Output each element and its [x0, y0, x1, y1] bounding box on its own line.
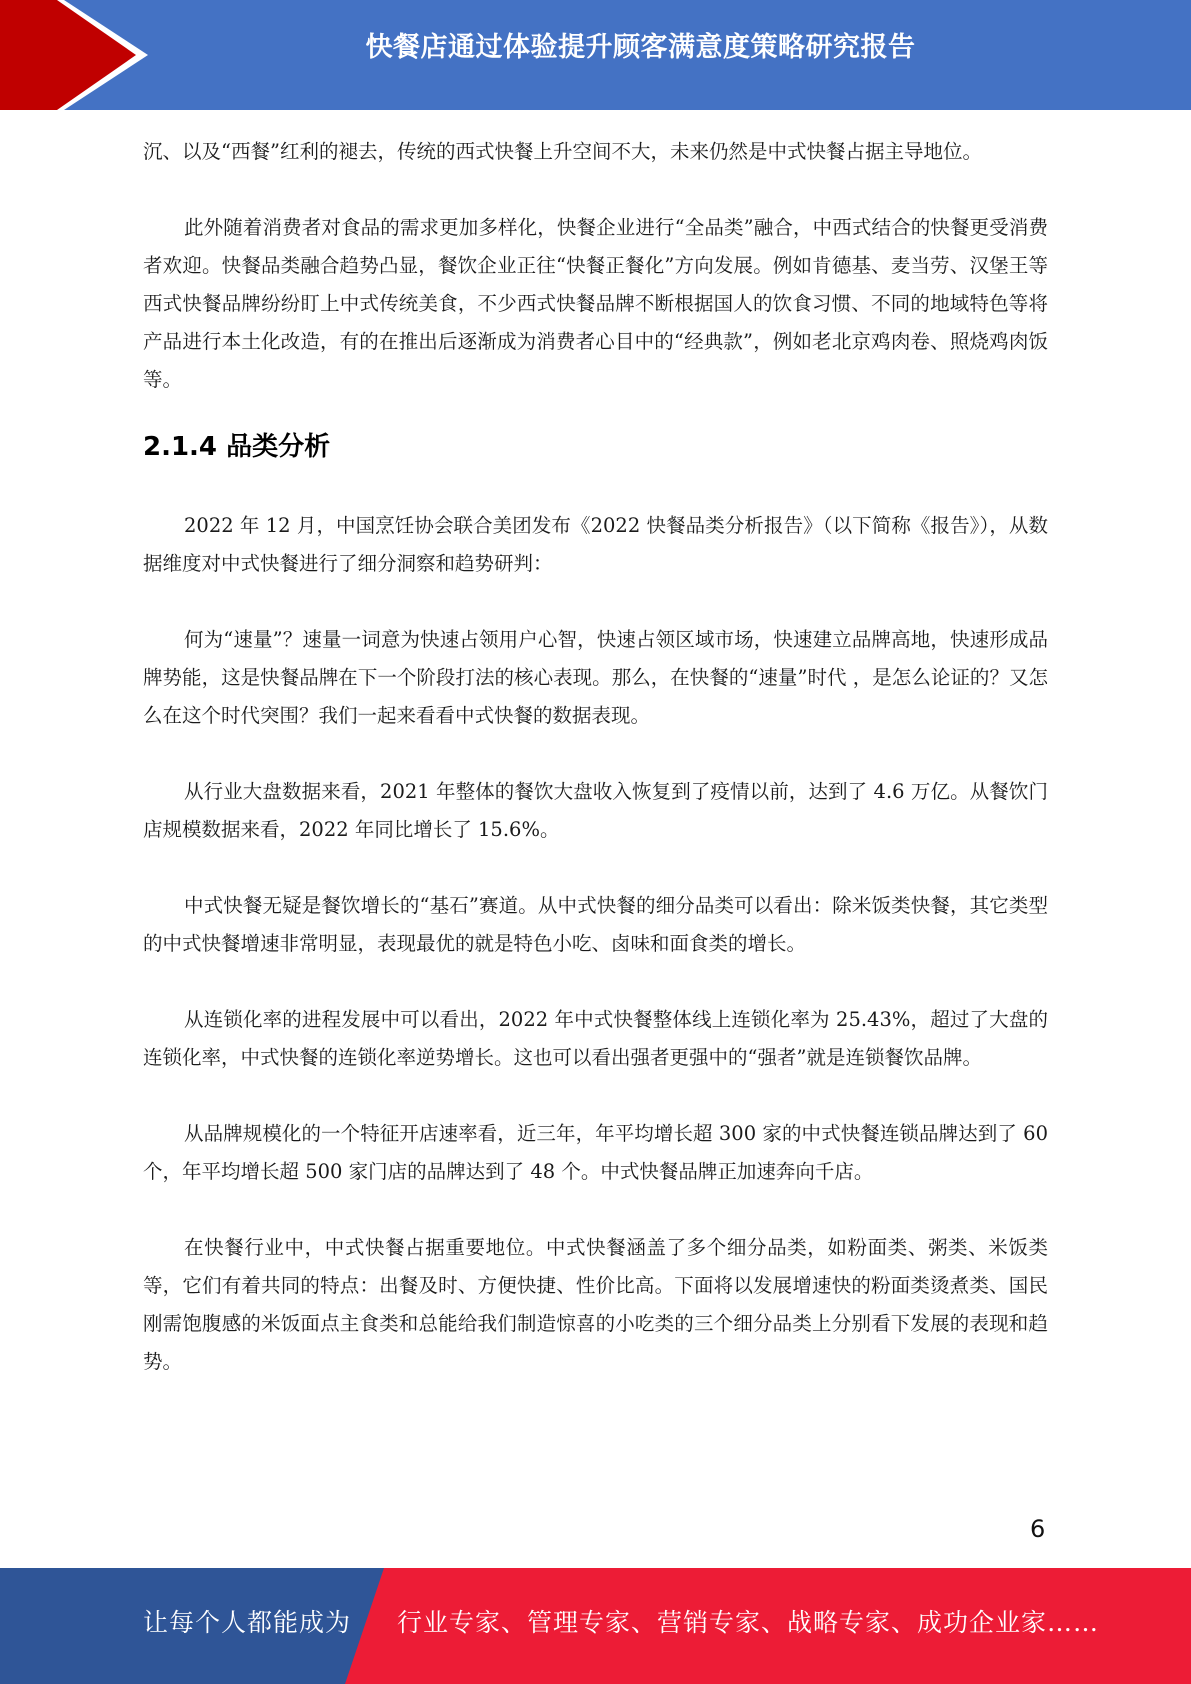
paragraph: 何为“速量”？速量一词意为快速占领用户心智，快速占领区域市场，快速建立品牌高地，快速形成品牌势能，这是快餐品牌在下一个阶段打法的核心表现。那么，在快餐的“速量”时代 ，是怎么论证的？又怎么在这个时代突围？我们一起来看看中式快餐的数据表现。: [143, 628, 1048, 727]
paragraph: 中式快餐无疑是餐饮增长的“基石”赛道。从中式快餐的细分品类可以看出：除米饭类快餐，其它类型的中式快餐增速非常明显，表现最优的就是特色小吃、卤味和面食类的增长。: [143, 894, 1048, 955]
chevron-arrow-icon: [0, 0, 160, 110]
paragraph: 在快餐行业中，中式快餐占据重要地位。中式快餐涵盖了多个细分品类，如粉面类、粥类、米饭类等，它们有着共同的特点：出餐及时、方便快捷、性价比高。下面将以发展增速快的粉面类烫煮类、国民刚需饱腹感的米饭面点主食类和总能给我们制造惊喜的小吃类的三个细分品类上分别看下发展的表现和趋势。: [143, 1236, 1048, 1373]
paragraph: 从连锁化率的进程发展中可以看出，2022 年中式快餐整体线上连锁化率为 25.43%，超过了大盘的连锁化率，中式快餐的连锁化率逆势增长。这也可以看出强者更强中的“强者”就是连锁餐饮品牌。: [143, 1008, 1048, 1069]
section-heading: 2.1.4 品类分析: [143, 432, 331, 462]
report-title: 快餐店通过体验提升顾客满意度策略研究报告: [365, 32, 916, 63]
footer-slogan-left: 让每个人都能成为: [143, 1608, 352, 1637]
paragraph: 此外随着消费者对食品的需求更加多样化，快餐企业进行“全品类”融合，中西式结合的快餐更受消费者欢迎。快餐品类融合趋势凸显，餐饮企业正往“快餐正餐化”方向发展。例如肯德基、麦当劳、汉堡王等西式快餐品牌纷纷盯上中式传统美食，不少西式快餐品牌不断根据国人的饮食习惯、不同的地域特色等将产品进行本土化改造，有的在推出后逐渐成为消费者心目中的“经典款”，例如老北京鸡肉卷、照烧鸡肉饭等。: [143, 216, 1048, 391]
footer-slogan-right: 行业专家、管理专家、营销专家、战略专家、成功企业家……: [397, 1608, 1100, 1637]
paragraph: 从品牌规模化的一个特征开店速率看，近三年，年平均增长超 300 家的中式快餐连锁品牌达到了 60 个，年平均增长超 500 家门店的品牌达到了 48 个。中式快餐品牌正加速奔向千店。: [143, 1122, 1048, 1183]
page-header: [0, 0, 1191, 110]
document-body: [143, 133, 1048, 1381]
paragraph: 沉、以及“西餐”红利的褪去，传统的西式快餐上升空间不大，未来仍然是中式快餐占据主导地位。: [143, 140, 982, 163]
paragraph: 2022 年 12 月，中国烹饪协会联合美团发布《2022 快餐品类分析报告》（以下简称《报告》），从数据维度对中式快餐进行了细分洞察和趋势研判：: [143, 514, 1048, 575]
paragraph: 从行业大盘数据来看，2021 年整体的餐饮大盘收入恢复到了疫情以前，达到了 4.6 万亿。从餐饮门店规模数据来看，2022 年同比增长了 15.6%。: [143, 780, 1048, 841]
page-footer: [0, 1568, 1191, 1684]
page-number: 6: [1030, 1515, 1046, 1543]
